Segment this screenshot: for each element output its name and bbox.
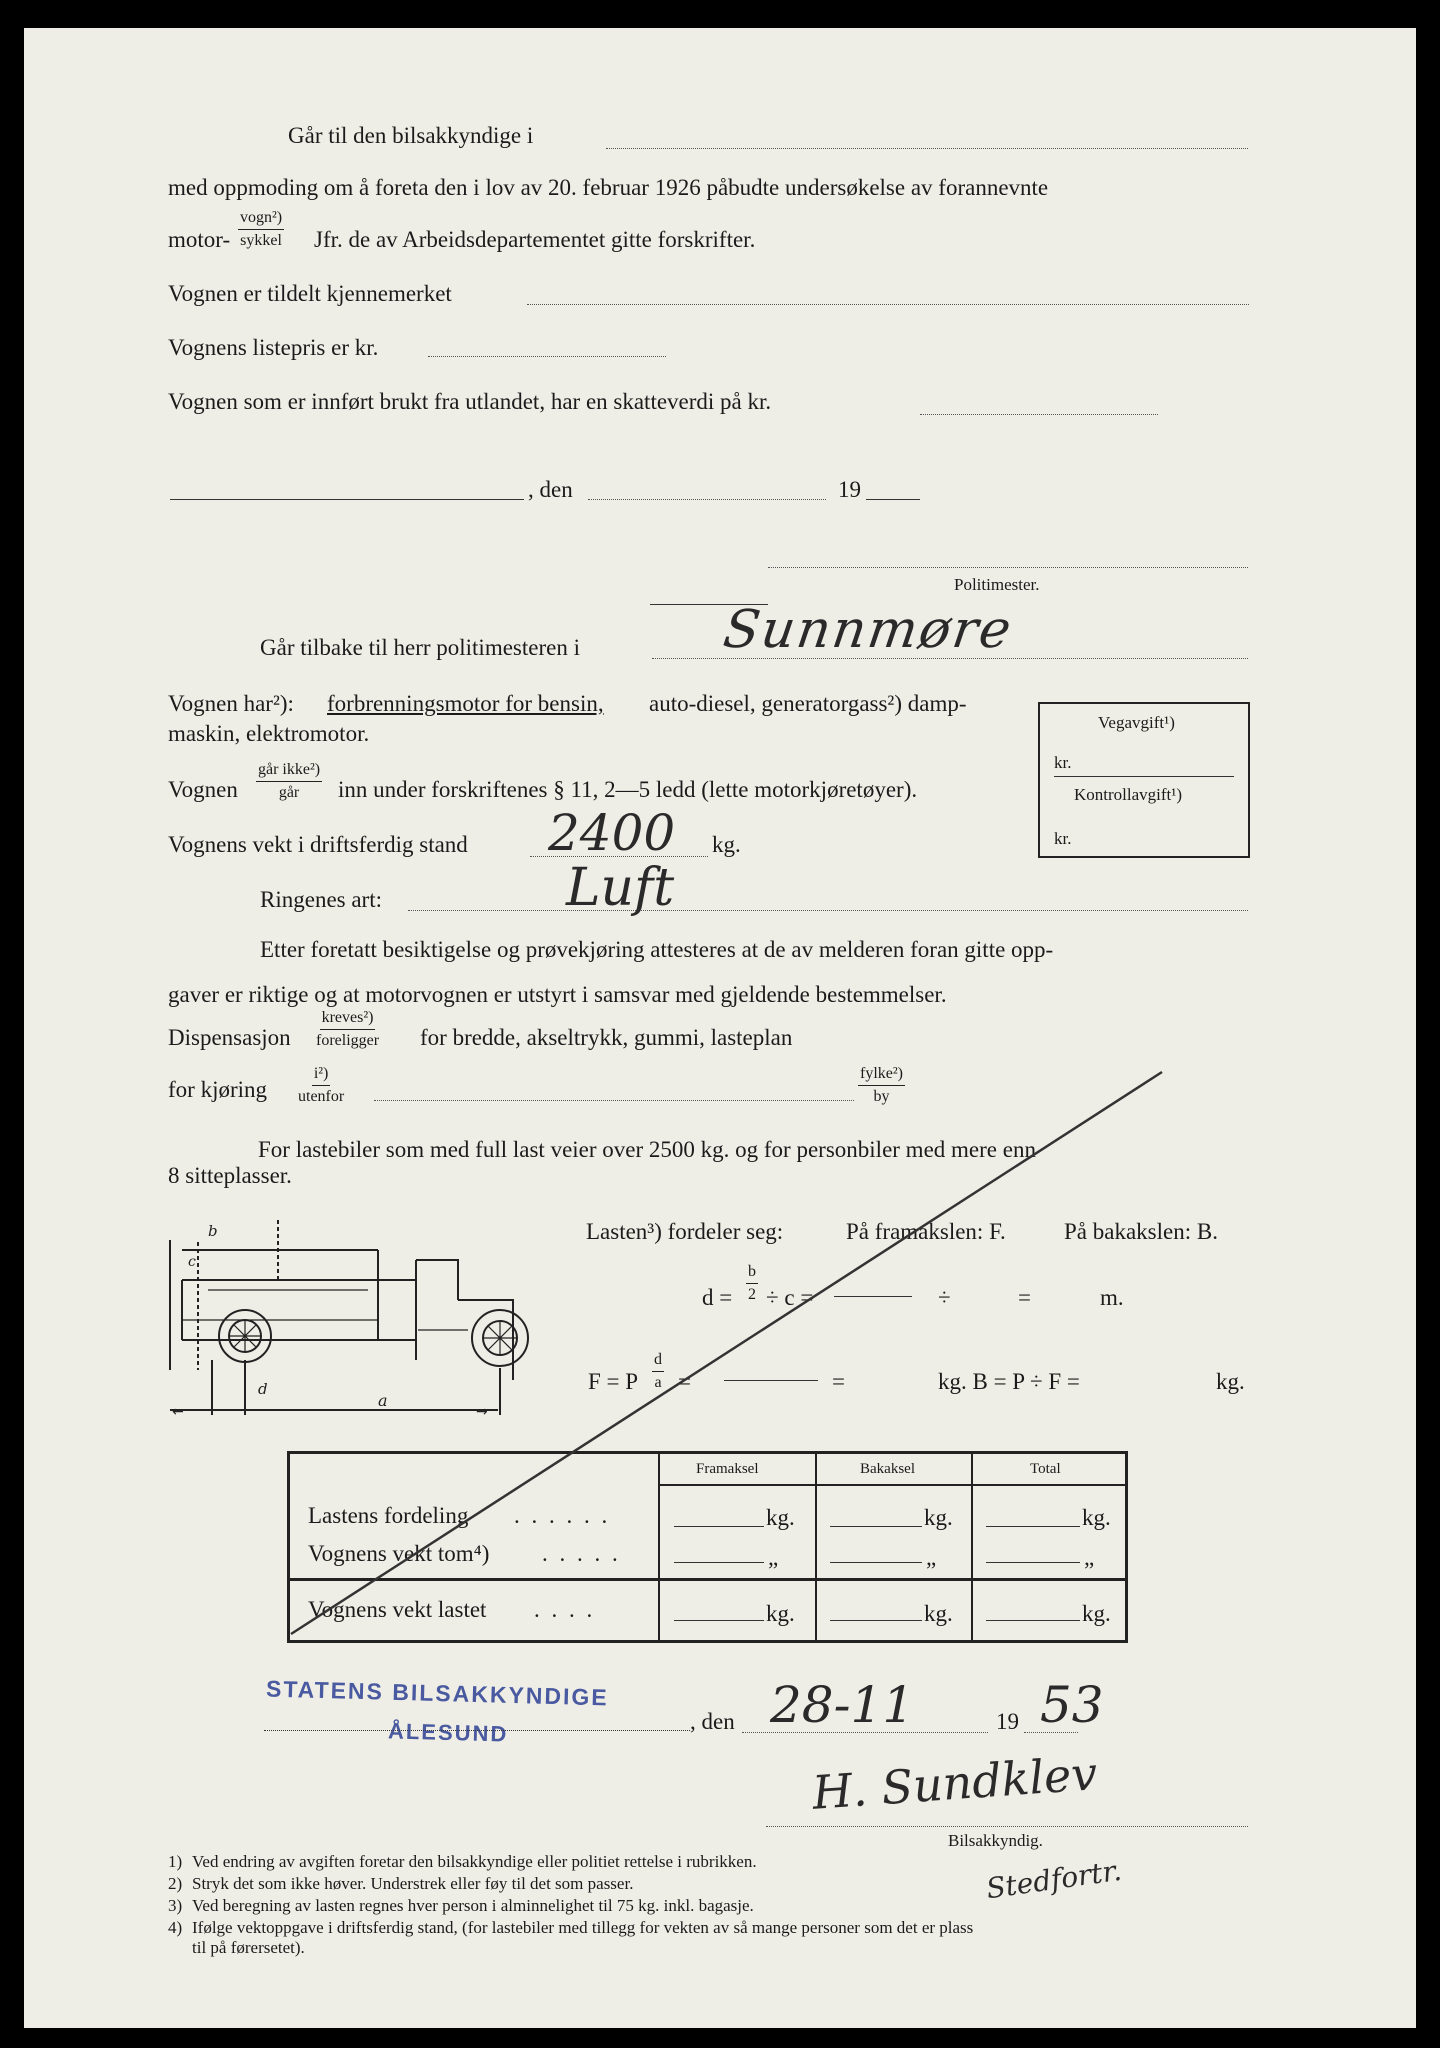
cell-unit-3-1: kg.	[766, 1601, 795, 1626]
kjoring-label: for kjøring	[168, 1077, 268, 1102]
motor-prefix: motor-	[168, 227, 231, 252]
dispensasjon-rest: for bredde, akseltrykk, gummi, lasteplan	[420, 1025, 793, 1050]
vognen-har-prefix: Vognen har²):	[168, 691, 294, 716]
col-header-framaksel: Framaksel	[696, 1461, 759, 1477]
signature-handwriting: H. Sundklev	[810, 1746, 1099, 1820]
motor-line2: maskin, elektromotor.	[168, 721, 370, 746]
truck-arrow-left: ←	[172, 1404, 184, 1420]
bakaksel-label: På bakakslen: B.	[1064, 1219, 1218, 1244]
gar-frac-bottom: går	[278, 784, 300, 801]
gar-tilbake-label: Går tilbake til herr politimesteren i	[260, 635, 580, 660]
dispensasjon-label: Dispensasjon	[168, 1025, 291, 1050]
kjoring-frac-bottom: utenfor	[298, 1088, 345, 1105]
place-signature-line[interactable]	[264, 1730, 690, 1731]
footnote-1-text: Ved endring av avgiften foretar den bilsakkyndige eller politiet rettelse i rubrikken.	[192, 1852, 757, 1871]
row-label-vognens-vekt-lastet: Vognens vekt lastet	[308, 1597, 487, 1622]
ringenes-handwriting: Luft	[566, 858, 675, 918]
sunnmore-handwriting: Sunnmøre	[719, 600, 1017, 660]
stedfortr-handwriting: Stedfortr.	[984, 1853, 1124, 1906]
col-header-total: Total	[1030, 1461, 1061, 1477]
strike-line	[291, 1072, 1162, 1634]
motor-suffix: Jfr. de av Arbeidsdepartementet gitte forskrifter.	[314, 227, 756, 252]
cell-unit-2-1: „	[768, 1545, 779, 1570]
truck-label-b: b	[208, 1222, 218, 1240]
header-oppmoding: med oppmoding om å foreta den i lov av 20. februar 1926 påbudte undersøkelse av forannevnte	[168, 175, 1049, 200]
vekt-handwriting: 2400	[548, 804, 676, 862]
truck-arrow-right: →	[476, 1404, 488, 1420]
vekt-unit: kg.	[712, 832, 741, 857]
vegavgift-kr: kr.	[1054, 753, 1072, 772]
date-19: 19	[838, 477, 861, 502]
header-gar-til: Går til den bilsakkyndige i	[288, 123, 534, 148]
cell-unit-3-2: kg.	[924, 1601, 953, 1626]
vekt-label: Vognens vekt i driftsferdig stand	[168, 832, 468, 857]
footnote-2-num: 2)	[168, 1874, 183, 1893]
kontrollavgift-kr: kr.	[1054, 829, 1072, 848]
vegavgift-label: Vegavgift¹)	[1098, 713, 1175, 732]
footnote-3-num: 3)	[168, 1896, 183, 1915]
truck-label-a: a	[378, 1391, 388, 1410]
attest-line2: gaver er riktige og at motorvognen er utstyrt i samsvar med gjeldende bestemmelser.	[168, 982, 947, 1007]
attest-line1: Etter foretatt besiktigelse og prøvekjøring attesteres at de av melderen foran gitte opp-	[260, 937, 1054, 962]
kg-end: kg.	[1216, 1369, 1245, 1394]
row-label-lastens-fordeling: Lastens fordeling	[308, 1503, 469, 1528]
a-denominator: a	[654, 1374, 662, 1391]
cell-unit-1-2: kg.	[924, 1505, 953, 1530]
politimester-label: Politimester.	[954, 575, 1040, 594]
listepris-label: Vognens listepris er kr.	[168, 335, 379, 360]
motor-rest: auto-diesel, generatorgass²) damp-	[649, 691, 967, 716]
gar-frac-top: går ikke²)	[256, 762, 322, 782]
footnote-2-text: Stryk det som ikke høver. Understrek eller føy til det som passer.	[192, 1874, 634, 1893]
stamp-line2: ÅLESUND	[387, 1718, 509, 1747]
cell-unit-1-3: kg.	[1082, 1505, 1111, 1530]
kjennemerke-label: Vognen er tildelt kjennemerket	[168, 281, 452, 306]
col-header-bakaksel: Bakaksel	[860, 1461, 915, 1477]
minus-c-equals: ÷ c =	[766, 1285, 814, 1310]
vognen-word: Vognen	[168, 777, 238, 802]
fylke-frac-top: fylke²)	[858, 1066, 905, 1086]
cell-unit-3-3: kg.	[1082, 1601, 1111, 1626]
footnote-4-cont: til på førersetet).	[192, 1938, 305, 1957]
lasten-label: Lasten³) fordeler seg:	[586, 1219, 784, 1244]
kontrollavgift-label: Kontrollavgift¹)	[1074, 785, 1183, 804]
footnote-3-text: Ved beregning av lasten regnes hver person i alminnelighet til 75 kg. inkl. bagasje.	[192, 1896, 754, 1915]
d-numerator: d	[652, 1352, 664, 1372]
bilsakkyndig-label: Bilsakkyndig.	[948, 1831, 1043, 1850]
row-dots-3: . . . .	[534, 1597, 596, 1622]
ringenes-label: Ringenes art:	[260, 887, 382, 912]
meter-unit: m.	[1100, 1285, 1124, 1310]
cell-unit-2-3: „	[1084, 1545, 1095, 1570]
year-handwriting: 53	[1040, 1676, 1104, 1734]
minus-sign: ÷	[938, 1285, 951, 1310]
disp-frac-bottom: foreligger	[316, 1032, 380, 1049]
row-dots-1: . . . . . .	[514, 1503, 611, 1528]
motor-frac-bottom: sykkel	[240, 232, 282, 249]
kjoring-frac-top: i²)	[312, 1066, 331, 1086]
equals-2: =	[678, 1369, 691, 1394]
motor-underlined: forbrenningsmotor for bensin,	[327, 691, 604, 716]
skatteverdi-label: Vognen som er innført brukt fra utlandet, har en skatteverdi på kr.	[168, 389, 772, 414]
b-numerator: b	[746, 1264, 758, 1284]
bottom-den: , den	[690, 1709, 735, 1734]
f-equals-p: F = P	[588, 1369, 639, 1394]
row-label-vognens-vekt-tom: Vognens vekt tom⁴)	[308, 1541, 490, 1566]
fylke-frac-bottom: by	[873, 1088, 890, 1105]
cell-unit-1-1: kg.	[766, 1505, 795, 1530]
disp-frac-top: kreves²)	[320, 1010, 376, 1030]
footnote-4-text: Ifølge vektoppgave i driftsferdig stand, (for lastebiler med tillegg for vekten av så mange personer som det er plass	[192, 1918, 974, 1937]
cell-unit-2-2: „	[926, 1545, 937, 1570]
stamp-line1: STATENS BILSAKKYNDIGE	[265, 1675, 610, 1711]
date-den: , den	[528, 477, 573, 502]
row-dots-2: . . . . .	[542, 1541, 621, 1566]
bottom-19: 19	[996, 1709, 1019, 1734]
d-equals: d =	[702, 1285, 733, 1310]
date-handwriting: 28-11	[770, 1676, 915, 1734]
forskrift-text: inn under forskriftenes § 11, 2—5 ledd (lette motorkjøretøyer).	[338, 777, 918, 802]
lastebil-line2: 8 sitteplasser.	[168, 1163, 292, 1188]
truck-label-d: d	[258, 1380, 268, 1398]
lastebil-line1: For lastebiler som med full last veier over 2500 kg. og for personbiler med mere enn	[258, 1137, 1036, 1162]
two-denominator: 2	[748, 1286, 756, 1303]
truck-label-c: c	[188, 1254, 196, 1270]
bilsakkyndig-signature-line[interactable]	[766, 1826, 1248, 1827]
equals-3: =	[832, 1369, 845, 1394]
footnote-4-num: 4)	[168, 1918, 183, 1937]
kg-b-formula: kg. B = P ÷ F =	[938, 1369, 1080, 1394]
footnote-1-num: 1)	[168, 1852, 183, 1871]
framaksel-label: På framakslen: F.	[846, 1219, 1006, 1244]
motor-frac-top: vogn²)	[238, 210, 284, 230]
equals-sign: =	[1018, 1285, 1031, 1310]
